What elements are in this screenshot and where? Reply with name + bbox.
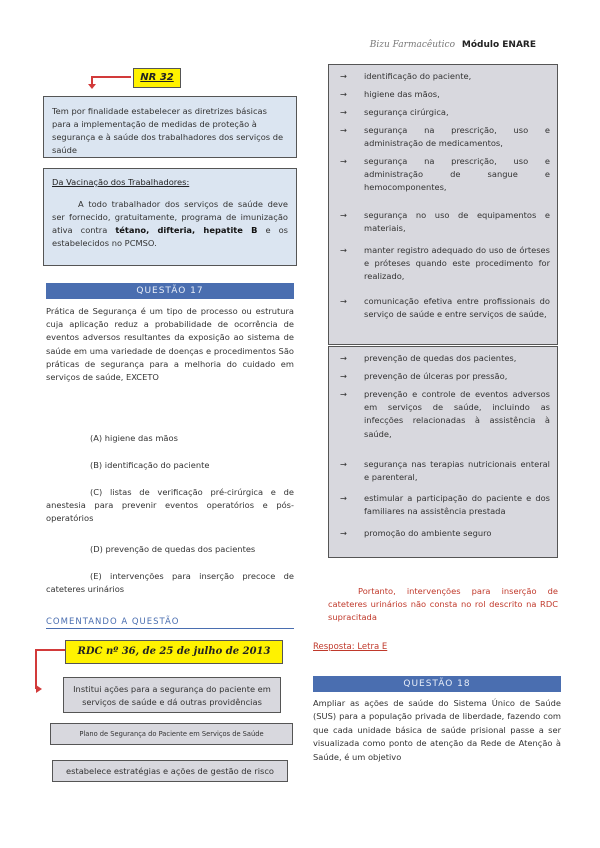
comment-section-title: COMENTANDO A QUESTÃO <box>46 617 294 629</box>
list-item: → segurança no uso de equipamentos e materiais, <box>340 210 550 234</box>
question-18-header: QUESTÃO 18 <box>313 676 561 692</box>
patient-safety-plan-box: Plano de Segurança do Paciente em Serviços de Saúde <box>50 723 293 745</box>
arrow-icon: → <box>340 459 347 469</box>
rdc-institutes-box: Institui ações para a segurança do paciente em serviços de saúde e dá outras providências <box>63 677 281 713</box>
module-title: Módulo ENARE <box>461 40 536 50</box>
rdc-label: RDC nº 36, de 25 de julho de 2013 <box>65 640 283 664</box>
option-d: (D) prevenção de quedas dos pacientes <box>90 544 256 554</box>
list-item: → prevenção e controle de eventos adversos em serviços de saúde, incluindo as infecções relacionadas à assistência à saúde, <box>340 389 550 439</box>
list-item: → segurança na prescrição, uso e administração de medicamentos, <box>340 125 550 149</box>
rdc-connector-v <box>35 649 37 689</box>
list-item: → higiene das mãos, <box>340 88 550 101</box>
question-17-header: QUESTÃO 17 <box>46 283 294 299</box>
vaccination-text: A todo trabalhador dos serviços de saúde deve ser fornecido, gratuitamente, programa de imunização ativa contra tétano, difteria, hepatite B e os estabelecidos no PCMSO. <box>52 199 289 248</box>
pointer-arrow-icon <box>88 84 96 89</box>
list-item: → prevenção de úlceras por pressão, <box>340 370 550 383</box>
list-item: → prevenção de quedas dos pacientes, <box>340 352 550 365</box>
arrow-icon: → <box>340 353 347 363</box>
nr-32-label: NR 32 <box>133 68 181 88</box>
arrow-icon: → <box>340 245 347 255</box>
arrow-icon: → <box>340 125 347 135</box>
list-item: → manter registro adequado do uso de órteses e próteses quando este procedimento for realizado, <box>340 245 550 282</box>
option-a: (A) higiene das mãos <box>90 433 178 443</box>
list-item: → segurança cirúrgica, <box>340 106 550 119</box>
rdc-connector-arrow-icon <box>36 685 42 693</box>
answer-label: Resposta: Letra E <box>313 642 388 652</box>
vaccination-heading: Da Vacinação dos Trabalhadores: <box>52 177 190 187</box>
conclusion-text: Portanto, intervenções para inserção de cateteres urinários não consta no rol descrito na RDC supracitada <box>328 586 558 623</box>
rdc-connector-h <box>35 649 65 651</box>
arrow-icon: → <box>340 71 347 81</box>
arrow-icon: → <box>340 528 347 538</box>
list-item: → comunicação efetiva entre profissionais do serviço de saúde e entre serviços de saúde, <box>340 296 550 320</box>
list-item: → segurança nas terapias nutricionais enteral e parenteral, <box>340 459 550 483</box>
nr-description-box: Tem por finalidade estabelecer as diretrizes básicas para a implementação de medidas de proteção à segurança e à saúde dos trabalhadores dos serviços de saúde <box>43 96 297 158</box>
arrow-icon: → <box>340 493 347 503</box>
arrow-icon: → <box>340 89 347 99</box>
list-item: → identificação do paciente, <box>340 70 550 83</box>
arrow-icon: → <box>340 107 347 117</box>
question-17-statement: Prática de Segurança é um tipo de processo ou estrutura cuja aplicação reduz a probabilidade de ocorrência de eventos adversos resultantes da exposição ao sistema de saúde em uma variedade de doenças e procedimentos São práticas de segurança para a melhoria do cuidado em serviços de saúde, EXCETO <box>46 306 294 383</box>
option-b: (B) identificação do paciente <box>90 460 210 470</box>
arrow-icon: → <box>340 371 347 381</box>
list-item: → estimular a participação do paciente e dos familiares na assistência prestada <box>340 493 550 517</box>
risk-management-box: estabelece estratégias e ações de gestão de risco <box>52 760 288 782</box>
arrow-icon: → <box>340 156 347 166</box>
list-item: → promoção do ambiente seguro <box>340 527 550 540</box>
arrow-icon: → <box>340 210 347 220</box>
arrow-icon: → <box>340 389 347 399</box>
option-e: (E) intervenções para inserção precoce de cateteres urinários <box>46 571 294 595</box>
arrow-icon: → <box>340 296 347 306</box>
option-c: (C) listas de verificação pré-cirúrgica e de anestesia para prevenir eventos operatórios e pós-operatórios <box>46 487 294 524</box>
vaccination-box <box>43 168 297 266</box>
pointer-line-h <box>91 76 131 78</box>
author-script: Bizu Farmacêutico <box>369 40 455 50</box>
question-18-statement: Ampliar as ações de saúde do Sistema Único de Saúde (SUS) para a população privada de liberdade, fazendo com que cada unidade básica de saúde prisional passe a ser visualizada como ponto de atenção da Rede de Atenção à Saúde, é um objetivo <box>313 698 561 762</box>
list-item: → segurança na prescrição, uso e administração de sangue e hemocomponentes, <box>340 156 550 193</box>
page-header <box>370 40 536 50</box>
